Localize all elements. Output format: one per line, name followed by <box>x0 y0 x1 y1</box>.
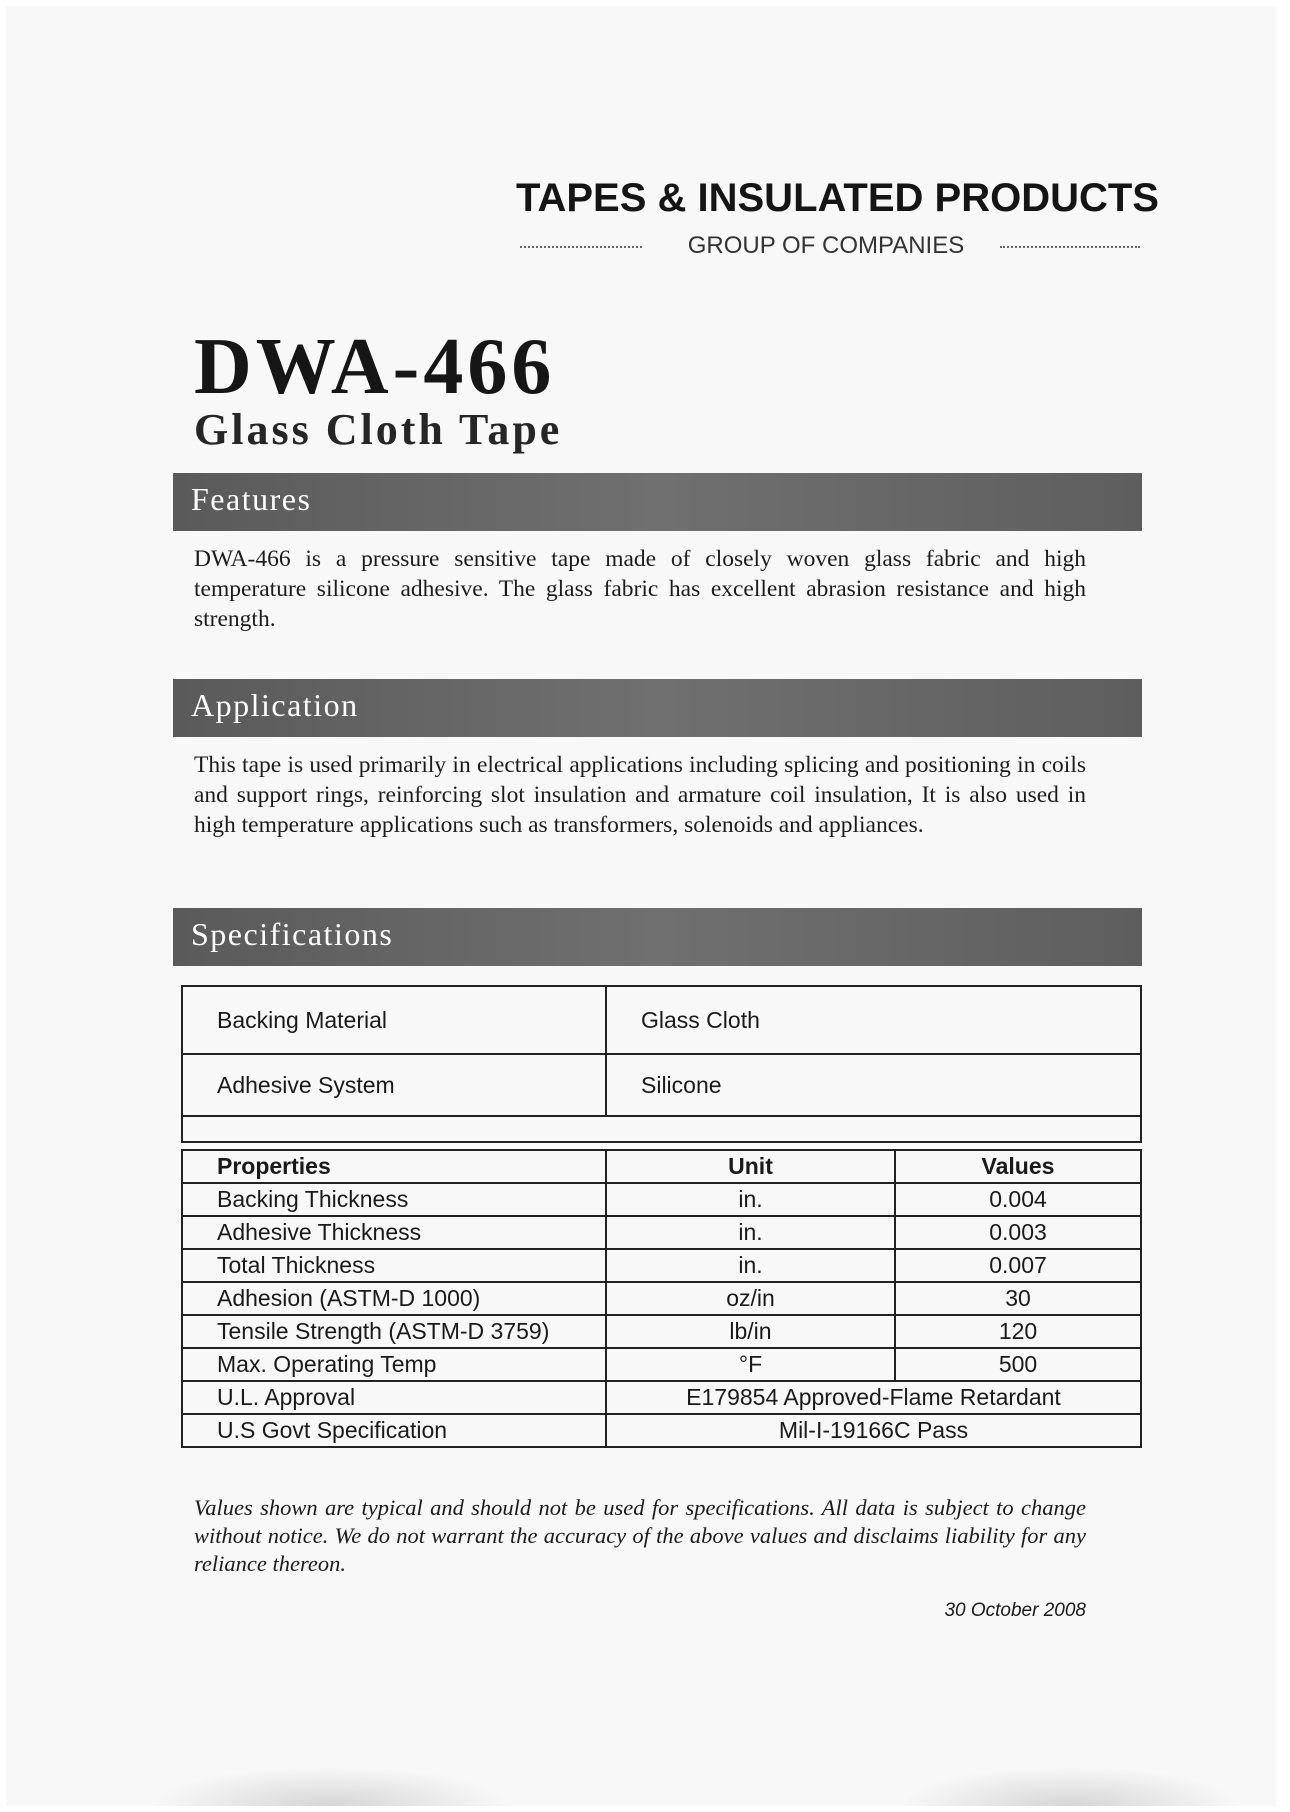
property-value: 120 <box>895 1315 1141 1348</box>
property-value: 0.003 <box>895 1216 1141 1249</box>
property-unit: °F <box>606 1348 895 1381</box>
table-row <box>182 1054 1141 1116</box>
table-row <box>182 1414 1141 1447</box>
spec-value: Glass Cloth <box>606 986 1141 1054</box>
spec-label: Backing Material <box>182 986 606 1054</box>
property-unit: oz/in <box>606 1282 895 1315</box>
features-heading: Features <box>191 481 312 517</box>
header-values: Values <box>895 1150 1141 1183</box>
property-name: U.L. Approval <box>182 1381 606 1414</box>
features-heading-bar <box>173 473 1142 531</box>
product-name: Glass Cloth Tape <box>194 405 563 454</box>
spec-label: Adhesive System <box>182 1054 606 1116</box>
table-row <box>182 1315 1141 1348</box>
features-text: DWA-466 is a pressure sensitive tape made of closely woven glass fabric and high temperature silicone adhesive. The glass fabric has excellent abrasion resistance and high strength. <box>194 546 1086 632</box>
application-text: This tape is used primarily in electrical applications including splicing and positioning in coils and support rings, reinforcing slot insulation and armature coil insulation, It is also used in high temperature applications such as transformers, solenoids and appliances. <box>194 752 1086 838</box>
table-row <box>182 1249 1141 1282</box>
scan-smudge-right <box>900 1766 1240 1806</box>
property-unit: lb/in <box>606 1315 895 1348</box>
specifications-heading-bar <box>173 908 1142 966</box>
header-unit: Unit <box>606 1150 895 1183</box>
table-row <box>182 1216 1141 1249</box>
company-title: TAPES & INSULATED PRODUCTS <box>516 176 1159 220</box>
property-name: Tensile Strength (ASTM-D 3759) <box>182 1315 606 1348</box>
company-subtitle: GROUP OF COMPANIES <box>687 232 965 259</box>
property-name: Max. Operating Temp <box>182 1348 606 1381</box>
dotted-rule-right <box>1000 246 1140 248</box>
table-row <box>182 986 1141 1054</box>
property-name: Total Thickness <box>182 1249 606 1282</box>
property-unit: in. <box>606 1249 895 1282</box>
property-name: U.S Govt Specification <box>182 1414 606 1447</box>
application-heading: Application <box>191 687 359 723</box>
property-value: 30 <box>895 1282 1141 1315</box>
property-value: 500 <box>895 1348 1141 1381</box>
property-unit: in. <box>606 1216 895 1249</box>
properties-table <box>181 1149 1142 1448</box>
product-code: DWA-466 <box>194 323 556 411</box>
application-heading-bar <box>173 679 1142 737</box>
document-date: 30 October 2008 <box>944 1600 1086 1621</box>
table-row <box>182 1381 1141 1414</box>
table-header-row <box>182 1150 1141 1183</box>
property-value: Mil-I-19166C Pass <box>606 1414 1141 1447</box>
property-unit: in. <box>606 1183 895 1216</box>
property-value: 0.004 <box>895 1183 1141 1216</box>
scan-smudge-left <box>150 1766 510 1806</box>
table-row <box>182 1183 1141 1216</box>
property-value: E179854 Approved-Flame Retardant <box>606 1381 1141 1414</box>
table-row <box>182 1348 1141 1381</box>
company-subtitle-row <box>520 232 1140 262</box>
property-name: Adhesive Thickness <box>182 1216 606 1249</box>
spec-value: Silicone <box>606 1054 1141 1116</box>
table-spacer-row <box>182 1116 1141 1142</box>
property-name: Adhesion (ASTM-D 1000) <box>182 1282 606 1315</box>
header-properties: Properties <box>182 1150 606 1183</box>
specifications-heading: Specifications <box>191 916 394 952</box>
disclaimer-text: Values shown are typical and should not be used for specifications. All data is subject to change without notice. We do not warrant the accuracy of the above values and disclaims liability for any reliance thereon. <box>194 1495 1086 1576</box>
property-name: Backing Thickness <box>182 1183 606 1216</box>
table-row <box>182 1282 1141 1315</box>
property-value: 0.007 <box>895 1249 1141 1282</box>
spec-table <box>181 985 1142 1143</box>
dotted-rule-left <box>520 246 642 248</box>
